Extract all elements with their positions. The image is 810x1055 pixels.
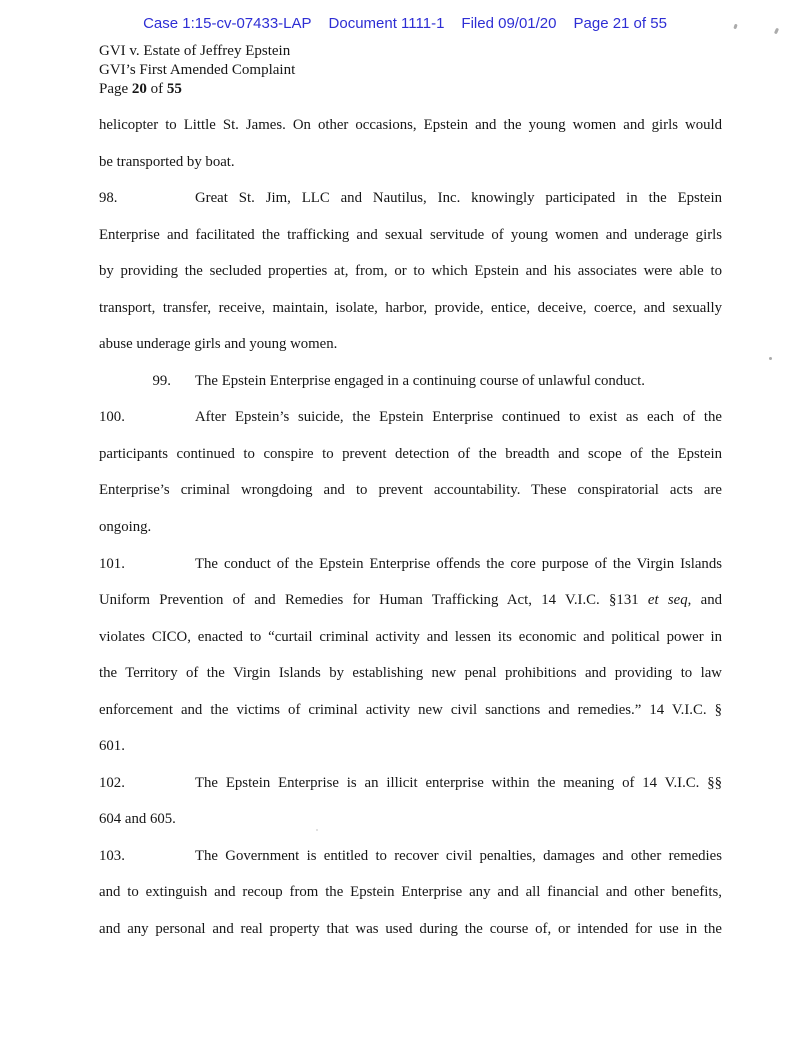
body-text: by providing the secluded properties at, from, or to which Epstein and his associates were able to	[99, 263, 722, 280]
scan-artifact	[769, 357, 772, 360]
paragraph-number: 98.	[99, 190, 118, 207]
stamp-filed-date: Filed 09/01/20	[461, 15, 557, 32]
body-line	[99, 436, 722, 473]
page-label-total: 55	[166, 80, 182, 97]
body-text: the Territory of the Virgin Islands by establishing new penal prohibitions and providing to law	[99, 665, 722, 682]
stamp-document-number: Document 1111-1	[328, 15, 445, 32]
body-text: The Epstein Enterprise engaged in a continuing course of unlawful conduct.	[195, 372, 645, 389]
body-text: The conduct of the Epstein Enterprise offends the core purpose of the Virgin Islands	[195, 555, 722, 572]
body-line	[99, 253, 722, 290]
scan-artifact	[316, 829, 318, 831]
body-text: The Epstein Enterprise is an illicit enterprise within the meaning of 14 V.I.C. §§	[195, 774, 722, 791]
body-text: Enterprise’s criminal wrongdoing and to prevent accountability. These conspiratorial acts are	[99, 482, 722, 499]
body-line	[99, 911, 722, 948]
body-line	[99, 838, 722, 875]
body-line	[99, 801, 722, 838]
body-text: abuse underage girls and young women.	[99, 336, 338, 353]
paragraph-number: 100.	[99, 409, 125, 426]
page-label-of: of	[146, 80, 167, 97]
paragraph-number: 101.	[99, 555, 125, 572]
body-text: Enterprise and facilitated the trafficking and sexual servitude of young women and underage girls	[99, 226, 722, 243]
body-line	[99, 546, 722, 583]
body-text: 604 and 605.	[99, 811, 176, 828]
body-line	[99, 472, 722, 509]
page-label	[99, 80, 295, 99]
document-body	[99, 107, 722, 948]
body-text-italic: et seq	[647, 592, 688, 609]
paragraph-number: 102.	[99, 774, 125, 791]
body-line	[99, 692, 722, 729]
stamp-page-indicator: Page 21 of 55	[573, 15, 667, 32]
body-line	[99, 509, 722, 546]
body-line	[99, 655, 722, 692]
body-text: After Epstein’s suicide, the Epstein Enterprise continued to exist as each of the	[195, 409, 722, 426]
case-title: GVI v. Estate of Jeffrey Epstein	[99, 43, 291, 59]
body-line	[99, 399, 722, 436]
page-label-prefix: Page	[99, 80, 132, 97]
body-text: participants continued to conspire to prevent detection of the breadth and scope of the Epstein	[99, 445, 722, 462]
body-line	[99, 363, 722, 400]
body-line	[99, 326, 722, 363]
body-line	[99, 180, 722, 217]
body-text: Great St. Jim, LLC and Nautilus, Inc. knowingly participated in the Epstein	[195, 190, 722, 207]
body-text: ongoing.	[99, 519, 152, 536]
body-line	[99, 728, 722, 765]
body-line	[99, 874, 722, 911]
body-line	[99, 107, 722, 144]
body-text: Uniform Prevention of and Remedies for Human Trafficking Act, 14 V.I.C. §131	[99, 592, 648, 609]
body-text: transport, transfer, receive, maintain, isolate, harbor, provide, entice, deceive, coerce, and sexually	[99, 299, 722, 316]
body-line	[99, 765, 722, 802]
paragraph-number: 99.	[152, 372, 171, 389]
page-label-current: 20	[131, 80, 147, 97]
paragraph-number: 103.	[99, 847, 125, 864]
stamp-case-number: Case 1:15-cv-07433-LAP	[143, 15, 312, 32]
body-text: and to extinguish and recoup from the Epstein Enterprise any and all financial and other benefits,	[99, 884, 722, 901]
body-text: The Government is entitled to recover civil penalties, damages and other remedies	[195, 847, 722, 864]
body-text: , and	[687, 592, 723, 609]
body-line	[99, 619, 722, 656]
body-text: enforcement and the victims of criminal activity new civil sanctions and remedies.” 14 V.I.C. §	[99, 701, 722, 718]
body-line	[99, 217, 722, 254]
body-text: violates CICO, enacted to “curtail criminal activity and lessen its economic and political power in	[99, 628, 722, 645]
body-line	[99, 144, 722, 181]
body-line	[99, 290, 722, 327]
court-stamp-header	[0, 15, 810, 32]
body-text: 601.	[99, 738, 125, 755]
document-header	[99, 42, 295, 98]
body-line	[99, 582, 722, 619]
body-text: be transported by boat.	[99, 153, 235, 170]
body-text: and any personal and real property that was used during the course of, or intended for use in the	[99, 921, 722, 938]
body-text: helicopter to Little St. James. On other occasions, Epstein and the young women and girls would	[99, 117, 722, 133]
document-title: GVI’s First Amended Complaint	[99, 61, 296, 78]
